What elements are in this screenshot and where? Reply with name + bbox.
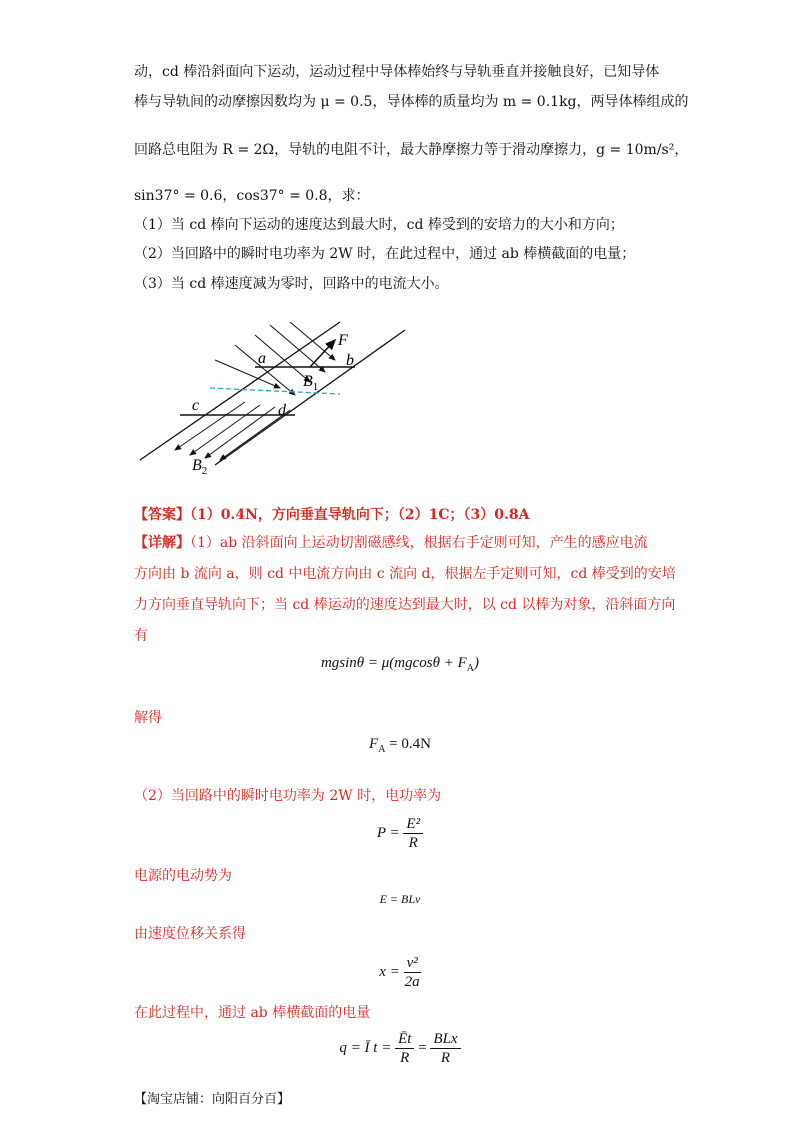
detail-line-4: 有: [134, 628, 148, 644]
footer-shop: 【淘宝店铺：向阳百分百】: [134, 1092, 291, 1107]
question-line-3: 回路总电阻为 R = 2Ω，导轨的电阻不计，最大静摩擦力等于滑动摩擦力，g = 10m/s²，: [134, 142, 689, 158]
label-b1: $B_1$: [303, 373, 319, 393]
charge-line: 在此过程中，通过 ab 棒横截面的电量: [134, 1005, 371, 1021]
detail-tag: 【详解】: [134, 535, 190, 551]
solve-label: 解得: [134, 710, 162, 726]
equation-displacement: x = $\frac{\text{v²}}{2a}$: [379, 955, 420, 990]
question-line-1: 动，cd 棒沿斜面向下运动，运动过程中导体棒始终与导轨垂直并接触良好，已知导体: [134, 64, 660, 80]
label-b2: $B_2$: [192, 457, 208, 477]
displacement-line: 由速度位移关系得: [134, 926, 246, 942]
field-boundary: [210, 388, 340, 394]
force-arrow: [310, 340, 335, 367]
equation-ampere-force: $F_A = 0.4N$: [369, 736, 431, 755]
label-f: F: [338, 332, 348, 349]
equation-force-balance: $mgsin\theta = \mu(mgcos\theta + F_A)$: [320, 655, 480, 674]
rail-right: [215, 330, 405, 465]
detail-text-1: （1）ab 沿斜面向上运动切割磁感线，根据右手定则可知，产生的感应电流: [190, 535, 648, 551]
question-line-4: sin37° = 0.6，cos37° = 0.8，求：: [134, 188, 370, 204]
question-2: （2）当回路中的瞬时电功率为 2W 时，在此过程中，通过 ab 棒横截面的电量；: [134, 246, 636, 262]
field-line-b1: [290, 322, 335, 360]
detail-line-1: [134, 533, 674, 553]
question-3: （3）当 cd 棒速度减为零时，回路中的电流大小。: [134, 276, 449, 292]
rail-left: [140, 322, 340, 460]
answer-tag: 【答案】: [134, 507, 190, 523]
label-a: a: [258, 350, 266, 367]
field-line-b2: [175, 402, 245, 450]
detail-line-3: 力方向垂直导轨向下；当 cd 棒运动的速度达到最大时，以 cd 以棒为对象，沿斜面方向: [134, 597, 676, 613]
rail-diagram: [120, 310, 420, 490]
equation-charge: q = Ī t = $\frac{Ēt}{R}$ = $\frac{\text{BLx}}{R}$: [0, 1030, 800, 1067]
equation-power: P = $\frac{\text{E²}}{R}$: [0, 815, 800, 852]
question-line-2: 棒与导轨间的动摩擦因数均为 μ = 0.5，导体棒的质量均为 m = 0.1kg，两导体棒组成的: [134, 94, 689, 110]
answer-text: （1）0.4N，方向垂直导轨向下；（2）1C；（3）0.8A: [190, 507, 530, 523]
label-d: d: [278, 402, 286, 419]
answer-line: [134, 505, 674, 525]
field-line-b2: [190, 405, 260, 455]
label-b: b: [346, 352, 354, 369]
emf-line: 电源的电动势为: [134, 868, 232, 884]
label-c: c: [192, 397, 200, 414]
part2-line: （2）当回路中的瞬时电功率为 2W 时，电功率为: [134, 788, 442, 804]
equation-emf: E = BLv: [379, 892, 421, 906]
question-1: （1）当 cd 棒向下运动的速度达到最大时，cd 棒受到的安培力的大小和方向；: [134, 217, 624, 233]
detail-line-2: 方向由 b 流向 a，则 cd 中电流方向由 c 流向 d，根据左手定则可知，cd 棒受到的安培: [134, 566, 676, 582]
